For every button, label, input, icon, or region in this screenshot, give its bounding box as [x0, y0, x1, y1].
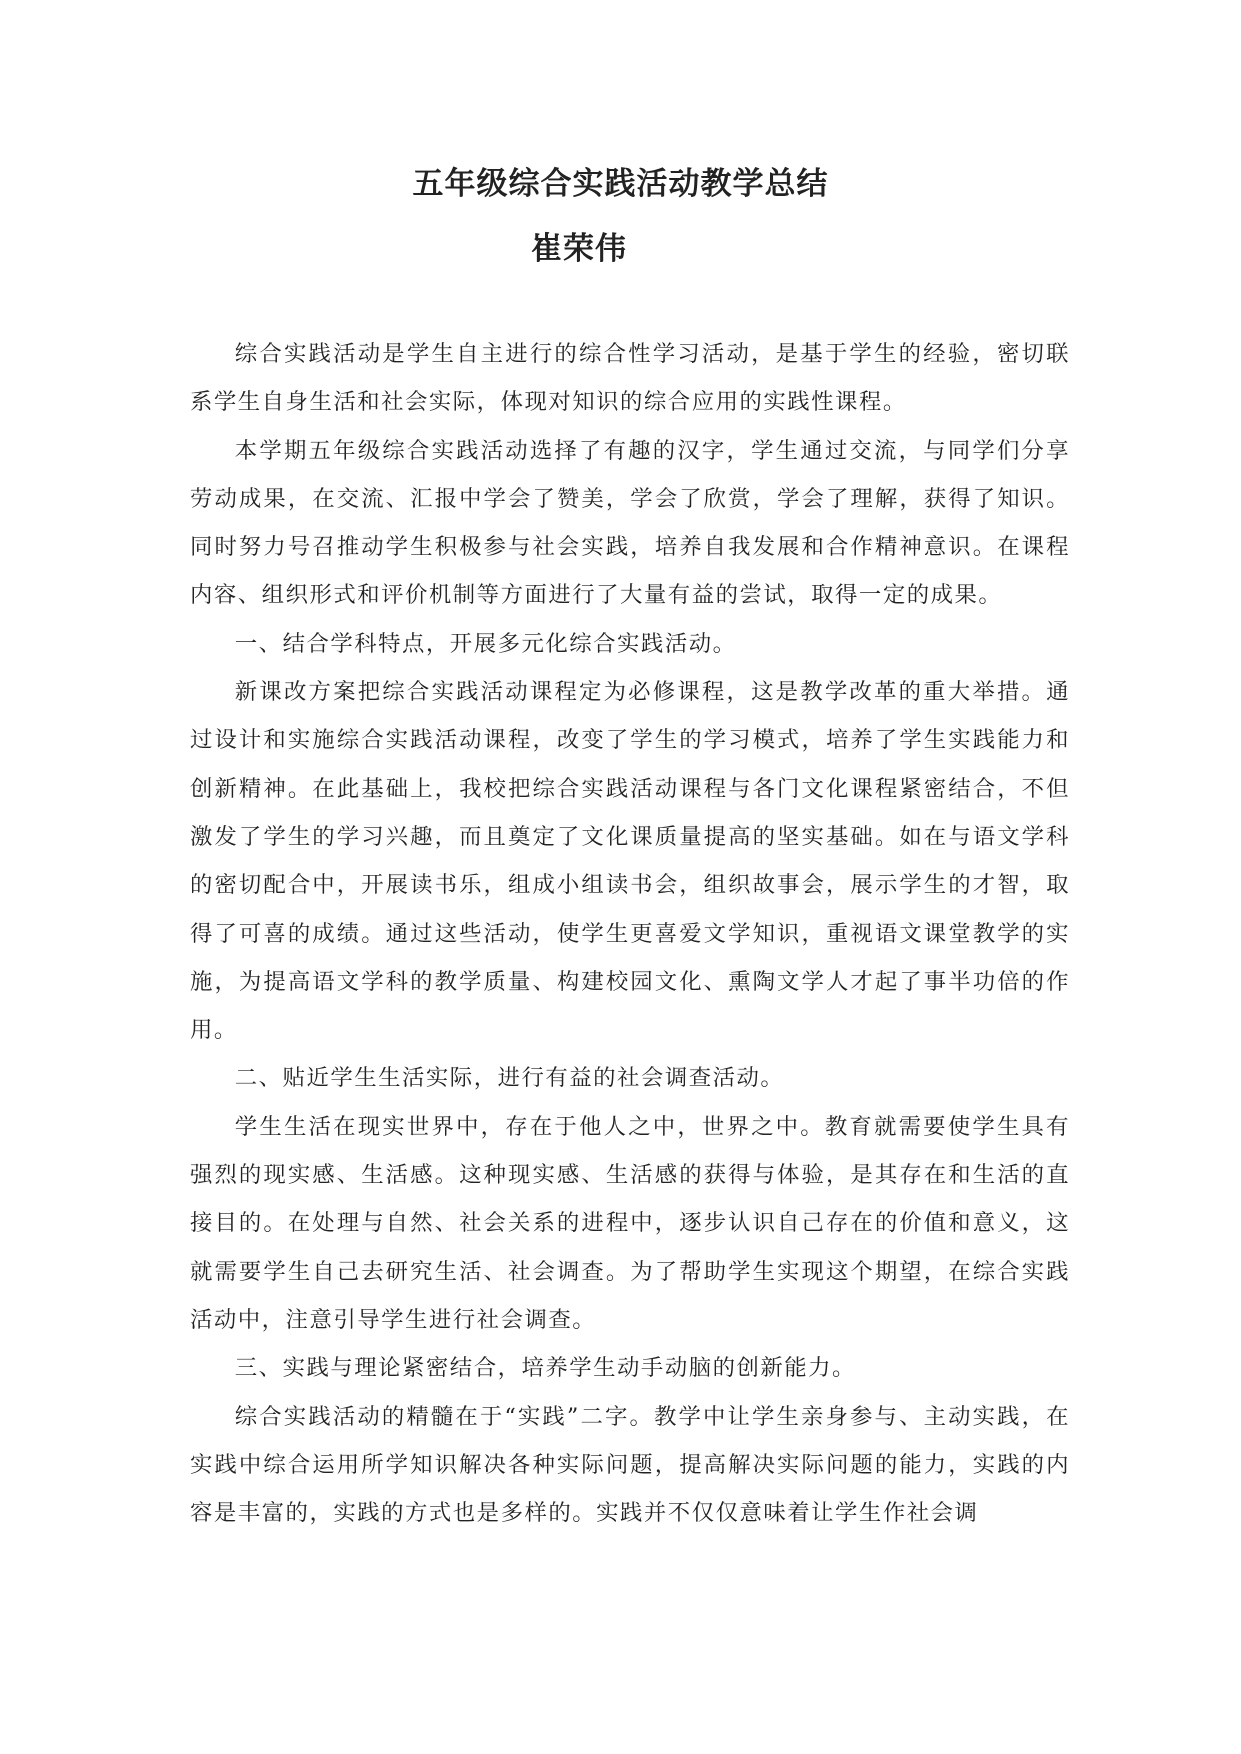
section-heading-1: 一、结合学科特点，开展多元化综合实践活动。: [234, 630, 737, 657]
section-heading-2: 二、贴近学生生活实际，进行有益的社会调查活动。: [234, 1065, 785, 1092]
section-heading-3: 三、实践与理论紧密结合，培养学生动手动脑的创新能力。: [234, 1355, 856, 1382]
paragraph-intro: 综合实践活动是学生自主进行的综合性学习活动，是基于学生的经验，密切联系学生自身生活和社会实际，体现对知识的综合应用的实践性课程。: [190, 341, 1070, 416]
document-body: [190, 330, 1070, 1537]
document-title: 五年级综合实践活动教学总结: [412, 166, 829, 202]
document-author: 崔荣伟: [531, 231, 627, 267]
paragraph-section-2: 学生生活在现实世界中，存在于他人之中，世界之中。教育就需要使学生具有强烈的现实感、生活感。这种现实感、生活感的获得与体验，是其存在和生活的直接目的。在处理与自然、社会关系的进程中，逐步认识自己存在的价值和意义，这就需要学生自己去研究生活、社会调查。为了帮助学生实现这个期望，在综合实践活动中，注意引导学生进行社会调查。: [190, 1113, 1070, 1333]
paragraph-semester-summary: 本学期五年级综合实践活动选择了有趣的汉字，学生通过交流，与同学们分享劳动成果，在交流、汇报中学会了赞美，学会了欣赏，学会了理解，获得了知识。同时努力号召推动学生积极参与社会实践，培养自我发展和合作精神意识。在课程内容、组织形式和评价机制等方面进行了大量有益的尝试，取得一定的成果。: [190, 437, 1070, 609]
paragraph-section-1: 新课改方案把综合实践活动课程定为必修课程，这是教学改革的重大举措。通过设计和实施综合实践活动课程，改变了学生的学习模式，培养了学生实践能力和创新精神。在此基础上，我校把综合实践活动课程与各门文化课程紧密结合，不但激发了学生的学习兴趣，而且奠定了文化课质量提高的坚实基础。如在与语文学科的密切配合中，开展读书乐，组成小组读书会，组织故事会，展示学生的才智，取得了可喜的成绩。通过这些活动，使学生更喜爱文学知识，重视语文课堂教学的实施，为提高语文学科的教学质量、构建校园文化、熏陶文学人才起了事半功倍的作用。: [190, 679, 1070, 1044]
paragraph-section-3: 综合实践活动的精髓在于“实践”二字。教学中让学生亲身参与、主动实践，在实践中综合运用所学知识解决各种实际问题，提高解决实际问题的能力，实践的内容是丰富的，实践的方式也是多样的。实践并不仅仅意味着让学生作社会调: [190, 1403, 1070, 1527]
